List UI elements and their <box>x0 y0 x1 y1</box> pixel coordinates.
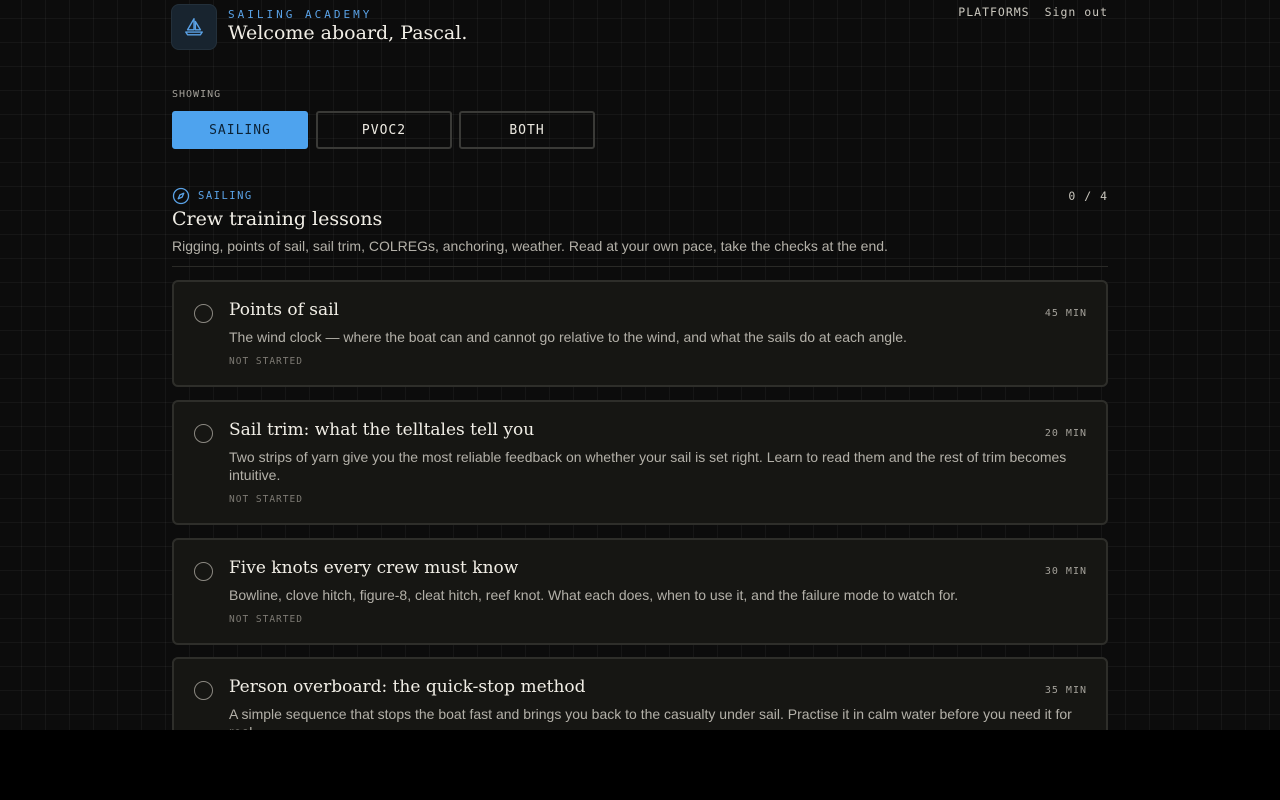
section-description: Rigging, points of sail, sail trim, COLREGs, anchoring, weather. Read at your own pace, take the checks at the end. <box>172 238 888 254</box>
lesson-description: A simple sequence that stops the boat fast and brings you back to the casualty under sail. Practise it in calm water before you need it for <box>229 706 1072 722</box>
compass-icon <box>172 187 190 205</box>
lesson-duration: 35 MIN <box>1044 685 1087 696</box>
lesson-status-radio[interactable] <box>194 562 213 581</box>
lesson-status: NOT STARTED <box>229 614 303 625</box>
lesson-title: Five knots every crew must know <box>229 558 519 578</box>
lesson-status: NOT STARTED <box>229 356 303 367</box>
section-tag: SAILING <box>198 190 253 202</box>
sailboat-icon <box>171 4 217 50</box>
lesson-duration: 20 MIN <box>1044 428 1087 439</box>
welcome-heading: Welcome aboard, Pascal. <box>228 22 468 44</box>
filter-sailing-button[interactable]: SAILING <box>172 111 308 149</box>
sign-out-link[interactable]: Sign out <box>1044 5 1108 19</box>
platforms-link[interactable]: PLATFORMS <box>958 5 1030 19</box>
section-title: Crew training lessons <box>172 208 383 230</box>
lesson-card[interactable] <box>172 538 1108 645</box>
lesson-description: Bowline, clove hitch, figure-8, cleat hitch, reef knot. What each does, when to use it, and the failure mode to watch for. <box>229 587 959 603</box>
bottom-bar <box>0 730 1280 800</box>
lesson-status: NOT STARTED <box>229 494 303 505</box>
lesson-title: Person overboard: the quick-stop method <box>229 677 586 697</box>
lesson-card[interactable] <box>172 400 1108 525</box>
lesson-status-radio[interactable] <box>194 424 213 443</box>
lesson-status-radio[interactable] <box>194 304 213 323</box>
filter-both-button[interactable]: BOTH <box>459 111 595 149</box>
filter-pvoc2-button[interactable]: PVOC2 <box>316 111 452 149</box>
lesson-card[interactable] <box>172 280 1108 387</box>
lesson-description: The wind clock — where the boat can and cannot go relative to the wind, and what the sails do at each angle. <box>229 329 907 345</box>
top-nav <box>958 5 1108 19</box>
brand-name: SAILING ACADEMY <box>228 8 373 21</box>
lesson-duration: 30 MIN <box>1044 566 1087 577</box>
progress-count: 0 / 4 <box>1068 189 1108 203</box>
lesson-duration: 45 MIN <box>1044 308 1087 319</box>
lesson-status-radio[interactable] <box>194 681 213 700</box>
lesson-title: Sail trim: what the telltales tell you <box>229 420 535 440</box>
lesson-title: Points of sail <box>229 300 339 320</box>
lesson-description: Two strips of yarn give you the most reliable feedback on whether your sail is set right. Learn to read them and the rest of trim becomes intuitive. <box>229 449 1067 483</box>
filter-label: SHOWING <box>172 89 222 100</box>
section-divider <box>172 266 1108 267</box>
